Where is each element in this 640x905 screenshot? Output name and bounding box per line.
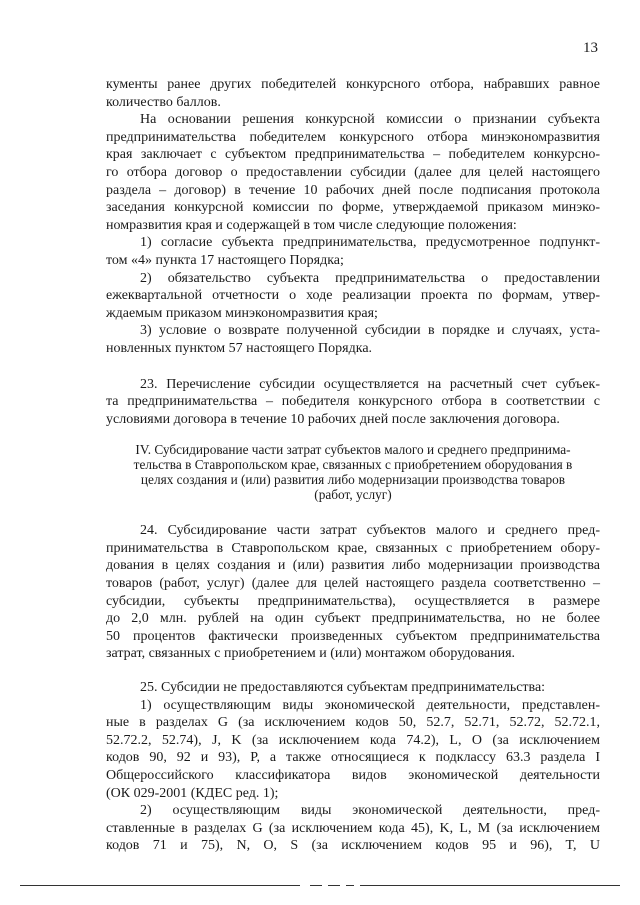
spacer: [106, 358, 600, 376]
paragraph-25: [106, 679, 600, 697]
text-line: (ОК 029-2001 (КДЕС ред. 1);: [106, 785, 279, 801]
spacer: [106, 428, 600, 442]
text-line: том «4» пункта 17 настоящего Порядка;: [106, 252, 344, 268]
page-number: 13: [583, 40, 598, 56]
text-line: 24. Субсидирование части затрат субъектов малого и среднего пред-: [140, 523, 600, 539]
text-line: количество баллов.: [106, 94, 221, 110]
footer-rule-dash: [346, 885, 354, 886]
text-line: ные в разделах G (за исключением кодов 50, 52.7, 52.71, 52.72, 52.72.1,: [106, 715, 600, 731]
list-item-2: [106, 270, 600, 323]
text-line: кодов 71 и 75), N, O, S (за исключением кодов 95 и 96), T, U: [106, 838, 600, 854]
text-line: раздела – договор) в течение 10 рабочих дней после подписания протокола: [106, 182, 600, 198]
paragraph-24: [106, 522, 600, 663]
text-line: принимательства в Ставропольском крае, связанных с приобретением обору-: [106, 540, 600, 556]
text-line: кодов 90, 92 и 93), P, а также относящиеся к подклассу 63.3 раздела I: [106, 750, 600, 766]
footer-rule: [360, 885, 620, 886]
page-content: [106, 76, 600, 855]
section-heading: [106, 442, 600, 502]
heading-line: (работ, услуг): [314, 487, 392, 503]
text-line: ждаемым приказом минэкономразвития края;: [106, 305, 378, 321]
footer-rule: [20, 885, 300, 886]
text-line: та предпринимательства – победителя конкурсного отбора в соответствии с: [106, 394, 600, 410]
paragraph-23: [106, 376, 600, 429]
text-line: кументы ранее других победителей конкурсного отбора, набравших равное: [106, 77, 600, 92]
text-line: ежеквартальной отчетности о ходе реализации проекта по формам, утвер-: [106, 288, 600, 304]
text-line: 23. Перечисление субсидии осуществляется на расчетный счет субъек-: [140, 376, 600, 392]
text-line: 50 процентов фактически произведенных субъектом предпринимательства: [106, 628, 600, 644]
heading-line: целях создания и (или) развития либо модернизации производства товаров: [140, 472, 566, 488]
text-line: дования в целях создания и (или) развития либо модернизации производства: [106, 558, 600, 574]
text-line: 3) условие о возврате полученной субсидии в порядке и случаях, уста-: [140, 323, 600, 339]
text-line: до 2,0 млн. рублей на один субъект предпринимательства, но не более: [106, 611, 600, 627]
text-line: 2) осуществляющим виды экономической деятельности, пред-: [140, 803, 600, 819]
text-line: условиями договора в течение 10 рабочих дней после заключения договора.: [106, 411, 560, 427]
text-line: номразвития края и содержащей в том числе следующие положения:: [106, 217, 517, 233]
text-line: На основании решения конкурсной комиссии о признании субъекта: [140, 112, 600, 128]
footer-rule-dash: [328, 885, 340, 886]
spacer: [106, 663, 600, 679]
text-line: Общероссийского классификатора видов экономической деятельности: [106, 768, 600, 783]
text-line: края заключает с субъектом предпринимательства – победителем конкурсно-: [106, 147, 600, 163]
paragraph-contract: [106, 111, 600, 234]
text-line: субсидии, субъекты предпринимательства), осуществляется в размере: [106, 593, 600, 609]
text-line: 1) согласие субъекта предпринимательства, предусмотренное подпункт-: [140, 235, 600, 251]
text-line: новленных пунктом 57 настоящего Порядка.: [106, 340, 373, 356]
text-line: затрат, связанных с приобретением и (или) монтажом оборудования.: [106, 646, 516, 662]
spacer: [106, 502, 600, 522]
text-line: предпринимательства победителем конкурсного отбора минэкономразвития: [106, 129, 600, 145]
text-line: 52.72.2, 52.74), J, K (за исключением кода 74.2), L, O (за исключением: [106, 732, 600, 748]
text-line: 1) осуществляющим виды экономической деятельности, представлен-: [140, 697, 600, 713]
heading-line: тельства в Ставропольском крае, связанных с приобретением оборудования в: [133, 457, 573, 473]
text-line: заседания конкурсной комиссии по форме, утверждаемой приказом минэко-: [106, 200, 600, 216]
footer-rule-dash: [310, 885, 322, 886]
text-line: ставленные в разделах G (за исключением кода 45), K, L, M (за исключением: [106, 820, 600, 836]
list-item-1: [106, 234, 600, 269]
text-line: 25. Субсидии не предоставляются субъектам предпринимательства:: [140, 680, 546, 696]
paragraph-continuation: [106, 76, 600, 111]
text-line: го отбора договор о предоставлении субсидии (далее для целей настоящего: [106, 164, 600, 180]
text-line: 2) обязательство субъекта предпринимательства о предоставлении: [140, 270, 600, 286]
text-line: товаров (работ, услуг) (далее для целей настоящего раздела соответственно –: [106, 576, 600, 592]
paragraph-25-item-2: [106, 802, 600, 855]
heading-line: IV. Субсидирование части затрат субъектов малого и среднего предпринима-: [135, 442, 571, 458]
paragraph-25-item-1: [106, 697, 600, 803]
list-item-3: [106, 322, 600, 357]
